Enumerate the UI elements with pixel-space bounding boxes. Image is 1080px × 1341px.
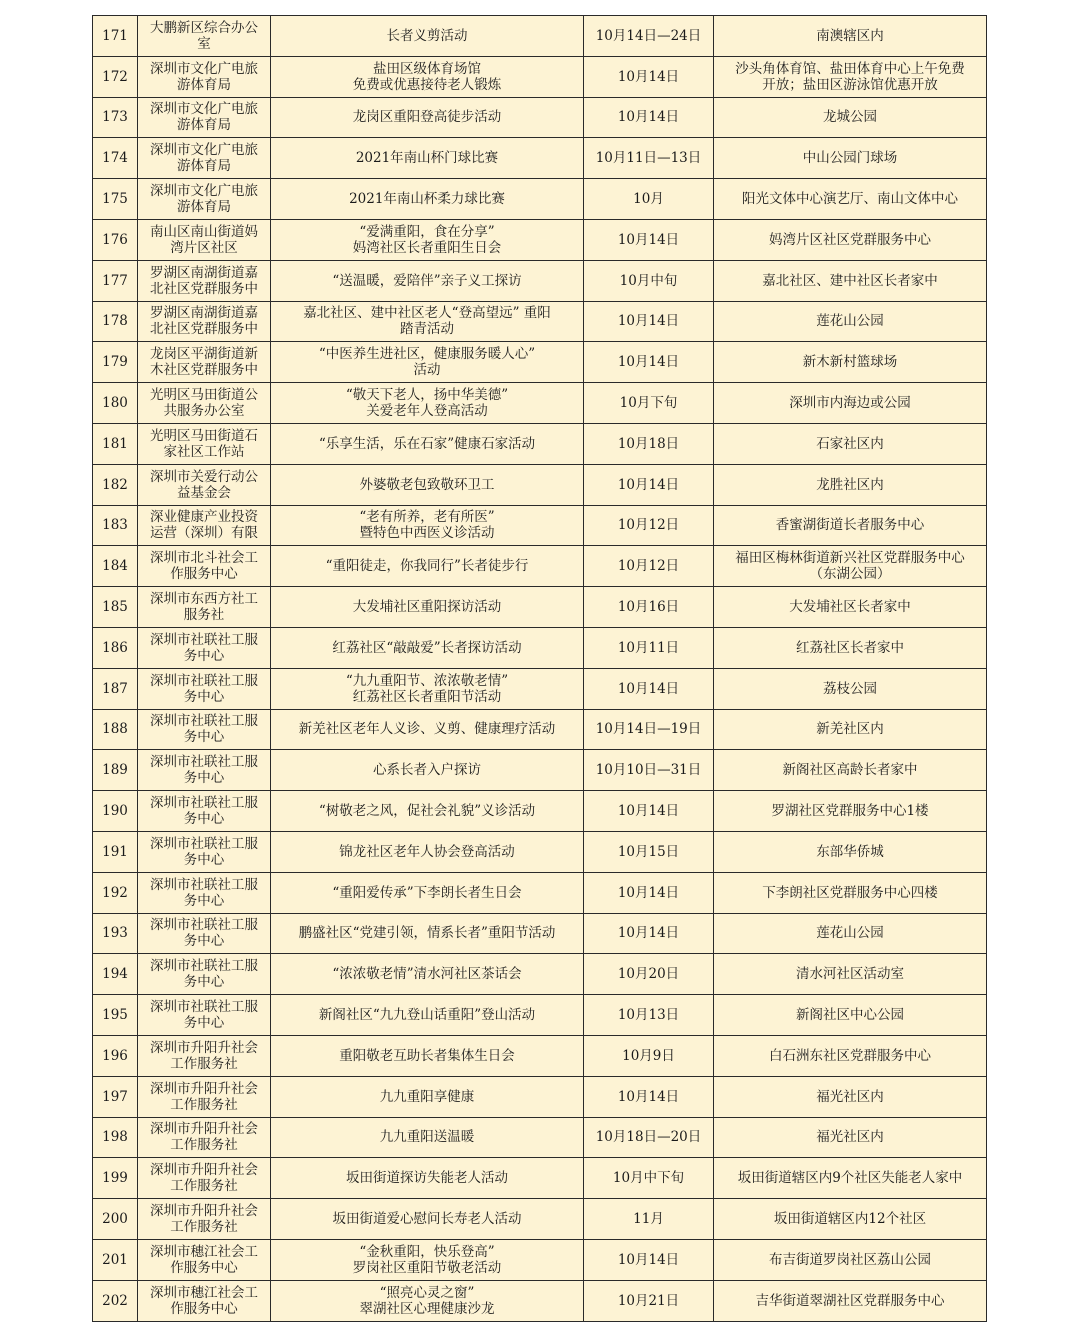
time-cell: 10月中旬	[584, 260, 714, 301]
row-number-cell: 176	[93, 219, 138, 260]
table-row	[93, 16, 987, 57]
organizer-cell: 深圳市北斗社会工 作服务中心	[138, 546, 271, 587]
activity-cell: “乐享生活，乐在石家”健康石家活动	[271, 423, 584, 464]
place-cell: 福田区梅林街道新兴社区党群服务中心 （东湖公园）	[714, 546, 987, 587]
organizer-cell: 深圳市社联社工服 务中心	[138, 709, 271, 750]
table-row	[93, 995, 987, 1036]
place-cell: 沙头角体育馆、盐田体育中心上午免费 开放；盐田区游泳馆优惠开放	[714, 56, 987, 97]
row-number-cell: 200	[93, 1199, 138, 1240]
place-cell: 布吉街道罗岗社区荔山公园	[714, 1239, 987, 1280]
row-number-cell: 193	[93, 913, 138, 954]
activity-cell: 大发埔社区重阳探访活动	[271, 587, 584, 628]
activity-cell: “树敬老之风，促社会礼貌”义诊活动	[271, 791, 584, 832]
time-cell: 10月14日	[584, 219, 714, 260]
place-cell: 清水河社区活动室	[714, 954, 987, 995]
activity-cell: “金秋重阳，快乐登高” 罗岗社区重阳节敬老活动	[271, 1239, 584, 1280]
activity-cell: 重阳敬老互助长者集体生日会	[271, 1035, 584, 1076]
row-number-cell: 199	[93, 1158, 138, 1199]
organizer-cell: 深圳市文化广电旅 游体育局	[138, 56, 271, 97]
place-cell: 南澳辖区内	[714, 16, 987, 57]
time-cell: 10月14日	[584, 56, 714, 97]
table-row	[93, 301, 987, 342]
table-body	[93, 16, 987, 1322]
table-row	[93, 1199, 987, 1240]
organizer-cell: 深圳市升阳升社会 工作服务社	[138, 1035, 271, 1076]
activity-cell: “中医养生进社区，健康服务暖人心” 活动	[271, 342, 584, 383]
place-cell: 新阁社区高龄长者家中	[714, 750, 987, 791]
row-number-cell: 177	[93, 260, 138, 301]
time-cell: 10月	[584, 179, 714, 220]
place-cell: 妈湾片区社区党群服务中心	[714, 219, 987, 260]
organizer-cell: 深圳市社联社工服 务中心	[138, 791, 271, 832]
time-cell: 10月14日—19日	[584, 709, 714, 750]
place-cell: 龙城公园	[714, 97, 987, 138]
table-row	[93, 1239, 987, 1280]
row-number-cell: 182	[93, 464, 138, 505]
activity-cell: 嘉北社区、建中社区老人“登高望远” 重阳 踏青活动	[271, 301, 584, 342]
time-cell: 10月下旬	[584, 383, 714, 424]
time-cell: 10月14日	[584, 872, 714, 913]
place-cell: 阳光文体中心演艺厅、南山文体中心	[714, 179, 987, 220]
table-row	[93, 342, 987, 383]
activity-cell: 锦龙社区老年人协会登高活动	[271, 831, 584, 872]
row-number-cell: 197	[93, 1076, 138, 1117]
row-number-cell: 194	[93, 954, 138, 995]
activity-cell: 2021年南山杯门球比赛	[271, 138, 584, 179]
time-cell: 10月12日	[584, 505, 714, 546]
place-cell: 深圳市内海边或公园	[714, 383, 987, 424]
table-row	[93, 831, 987, 872]
time-cell: 10月11日	[584, 627, 714, 668]
table-row	[93, 1076, 987, 1117]
table-row	[93, 872, 987, 913]
table-row	[93, 587, 987, 628]
table-row	[93, 383, 987, 424]
organizer-cell: 深圳市升阳升社会 工作服务社	[138, 1199, 271, 1240]
organizer-cell: 深圳市升阳升社会 工作服务社	[138, 1158, 271, 1199]
row-number-cell: 187	[93, 668, 138, 709]
place-cell: 福光社区内	[714, 1117, 987, 1158]
activity-cell: “敬天下老人，扬中华美德” 关爱老年人登高活动	[271, 383, 584, 424]
time-cell: 10月20日	[584, 954, 714, 995]
place-cell: 白石洲东社区党群服务中心	[714, 1035, 987, 1076]
table-row	[93, 423, 987, 464]
organizer-cell: 深圳市社联社工服 务中心	[138, 913, 271, 954]
activity-cell: 龙岗区重阳登高徒步活动	[271, 97, 584, 138]
place-cell: 香蜜湖街道长者服务中心	[714, 505, 987, 546]
place-cell: 嘉北社区、建中社区长者家中	[714, 260, 987, 301]
organizer-cell: 深圳市穗江社会工 作服务中心	[138, 1239, 271, 1280]
activity-cell: 九九重阳送温暖	[271, 1117, 584, 1158]
row-number-cell: 183	[93, 505, 138, 546]
organizer-cell: 深圳市文化广电旅 游体育局	[138, 138, 271, 179]
organizer-cell: 大鹏新区综合办公 室	[138, 16, 271, 57]
time-cell: 10月14日	[584, 97, 714, 138]
row-number-cell: 185	[93, 587, 138, 628]
activity-cell: 新羌社区老年人义诊、义剪、健康理疗活动	[271, 709, 584, 750]
place-cell: 新木新村篮球场	[714, 342, 987, 383]
organizer-cell: 南山区南山街道妈 湾片区社区	[138, 219, 271, 260]
table-row	[93, 97, 987, 138]
organizer-cell: 深圳市升阳升社会 工作服务社	[138, 1076, 271, 1117]
activity-cell: “九九重阳节、浓浓敬老情” 红荔社区长者重阳节活动	[271, 668, 584, 709]
row-number-cell: 184	[93, 546, 138, 587]
table-row	[93, 750, 987, 791]
organizer-cell: 深圳市升阳升社会 工作服务社	[138, 1117, 271, 1158]
place-cell: 莲花山公园	[714, 301, 987, 342]
row-number-cell: 171	[93, 16, 138, 57]
row-number-cell: 172	[93, 56, 138, 97]
organizer-cell: 深圳市社联社工服 务中心	[138, 872, 271, 913]
row-number-cell: 196	[93, 1035, 138, 1076]
place-cell: 大发埔社区长者家中	[714, 587, 987, 628]
row-number-cell: 179	[93, 342, 138, 383]
activity-cell: “送温暖，爱陪伴”亲子义工探访	[271, 260, 584, 301]
row-number-cell: 186	[93, 627, 138, 668]
organizer-cell: 深圳市社联社工服 务中心	[138, 750, 271, 791]
table-row	[93, 260, 987, 301]
table-row	[93, 219, 987, 260]
time-cell: 10月21日	[584, 1280, 714, 1321]
organizer-cell: 深圳市文化广电旅 游体育局	[138, 179, 271, 220]
time-cell: 11月	[584, 1199, 714, 1240]
time-cell: 10月14日	[584, 1239, 714, 1280]
activity-cell: 长者义剪活动	[271, 16, 584, 57]
time-cell: 10月15日	[584, 831, 714, 872]
activity-cell: 2021年南山杯柔力球比赛	[271, 179, 584, 220]
time-cell: 10月14日	[584, 913, 714, 954]
row-number-cell: 190	[93, 791, 138, 832]
time-cell: 10月16日	[584, 587, 714, 628]
activity-cell: 鹏盛社区“党建引领，情系长者”重阳节活动	[271, 913, 584, 954]
row-number-cell: 189	[93, 750, 138, 791]
row-number-cell: 192	[93, 872, 138, 913]
time-cell: 10月14日	[584, 668, 714, 709]
row-number-cell: 175	[93, 179, 138, 220]
organizer-cell: 深圳市社联社工服 务中心	[138, 995, 271, 1036]
organizer-cell: 罗湖区南湖街道嘉 北社区党群服务中	[138, 301, 271, 342]
organizer-cell: 深圳市社联社工服 务中心	[138, 954, 271, 995]
time-cell: 10月14日—24日	[584, 16, 714, 57]
organizer-cell: 光明区马田街道公 共服务办公室	[138, 383, 271, 424]
table-row	[93, 1158, 987, 1199]
row-number-cell: 181	[93, 423, 138, 464]
row-number-cell: 174	[93, 138, 138, 179]
place-cell: 新羌社区内	[714, 709, 987, 750]
place-cell: 龙胜社区内	[714, 464, 987, 505]
table-row	[93, 954, 987, 995]
organizer-cell: 光明区马田街道石 家社区工作站	[138, 423, 271, 464]
table-row	[93, 505, 987, 546]
time-cell: 10月11日—13日	[584, 138, 714, 179]
table-row	[93, 668, 987, 709]
organizer-cell: 龙岗区平湖街道新 木社区党群服务中	[138, 342, 271, 383]
place-cell: 坂田街道辖区内12个社区	[714, 1199, 987, 1240]
organizer-cell: 深圳市社联社工服 务中心	[138, 831, 271, 872]
organizer-cell: 深圳市关爱行动公 益基金会	[138, 464, 271, 505]
row-number-cell: 188	[93, 709, 138, 750]
row-number-cell: 180	[93, 383, 138, 424]
place-cell: 罗湖社区党群服务中心1楼	[714, 791, 987, 832]
activity-cell: “爱满重阳，食在分享” 妈湾社区长者重阳生日会	[271, 219, 584, 260]
activity-cell: 外婆敬老包致敬环卫工	[271, 464, 584, 505]
organizer-cell: 深圳市社联社工服 务中心	[138, 627, 271, 668]
time-cell: 10月14日	[584, 301, 714, 342]
table-row	[93, 464, 987, 505]
organizer-cell: 罗湖区南湖街道嘉 北社区党群服务中	[138, 260, 271, 301]
place-cell: 中山公园门球场	[714, 138, 987, 179]
place-cell: 福光社区内	[714, 1076, 987, 1117]
activity-cell: “重阳爱传承”下李朗长者生日会	[271, 872, 584, 913]
time-cell: 10月14日	[584, 791, 714, 832]
organizer-cell: 深圳市文化广电旅 游体育局	[138, 97, 271, 138]
row-number-cell: 173	[93, 97, 138, 138]
activity-cell: 盐田区级体育场馆 免费或优惠接待老人锻炼	[271, 56, 584, 97]
activity-cell: “重阳徒走，你我同行”长者徒步行	[271, 546, 584, 587]
place-cell: 莲花山公园	[714, 913, 987, 954]
place-cell: 吉华街道翠湖社区党群服务中心	[714, 1280, 987, 1321]
table-row	[93, 1035, 987, 1076]
place-cell: 新阁社区中心公园	[714, 995, 987, 1036]
activity-cell: 红荔社区“敲敲爱”长者探访活动	[271, 627, 584, 668]
time-cell: 10月14日	[584, 342, 714, 383]
activity-cell: 坂田街道爱心慰问长寿老人活动	[271, 1199, 584, 1240]
table-row	[93, 138, 987, 179]
place-cell: 坂田街道辖区内9个社区失能老人家中	[714, 1158, 987, 1199]
activity-cell: 坂田街道探访失能老人活动	[271, 1158, 584, 1199]
table-row	[93, 913, 987, 954]
row-number-cell: 191	[93, 831, 138, 872]
table-row	[93, 546, 987, 587]
table-row	[93, 627, 987, 668]
table-row	[93, 56, 987, 97]
organizer-cell: 深圳市社联社工服 务中心	[138, 668, 271, 709]
table-row	[93, 791, 987, 832]
row-number-cell: 201	[93, 1239, 138, 1280]
row-number-cell: 202	[93, 1280, 138, 1321]
time-cell: 10月9日	[584, 1035, 714, 1076]
table-row	[93, 179, 987, 220]
activity-cell: “浓浓敬老情”清水河社区茶话会	[271, 954, 584, 995]
activity-cell: 九九重阳享健康	[271, 1076, 584, 1117]
organizer-cell: 深圳市穗江社会工 作服务中心	[138, 1280, 271, 1321]
time-cell: 10月18日—20日	[584, 1117, 714, 1158]
time-cell: 10月14日	[584, 464, 714, 505]
time-cell: 10月12日	[584, 546, 714, 587]
place-cell: 东部华侨城	[714, 831, 987, 872]
time-cell: 10月中下旬	[584, 1158, 714, 1199]
time-cell: 10月10日—31日	[584, 750, 714, 791]
activity-table	[92, 15, 987, 1322]
activity-cell: 心系长者入户探访	[271, 750, 584, 791]
row-number-cell: 178	[93, 301, 138, 342]
table-row	[93, 709, 987, 750]
time-cell: 10月18日	[584, 423, 714, 464]
place-cell: 红荔社区长者家中	[714, 627, 987, 668]
time-cell: 10月14日	[584, 1076, 714, 1117]
activity-cell: “照亮心灵之窗” 翠湖社区心理健康沙龙	[271, 1280, 584, 1321]
table-row	[93, 1280, 987, 1321]
table-row	[93, 1117, 987, 1158]
time-cell: 10月13日	[584, 995, 714, 1036]
place-cell: 荔枝公园	[714, 668, 987, 709]
activity-cell: “老有所养，老有所医” 暨特色中西医义诊活动	[271, 505, 584, 546]
row-number-cell: 195	[93, 995, 138, 1036]
place-cell: 下李朗社区党群服务中心四楼	[714, 872, 987, 913]
organizer-cell: 深圳市东西方社工 服务社	[138, 587, 271, 628]
row-number-cell: 198	[93, 1117, 138, 1158]
organizer-cell: 深业健康产业投资 运营（深圳）有限	[138, 505, 271, 546]
place-cell: 石家社区内	[714, 423, 987, 464]
activity-cell: 新阁社区“九九登山话重阳”登山活动	[271, 995, 584, 1036]
